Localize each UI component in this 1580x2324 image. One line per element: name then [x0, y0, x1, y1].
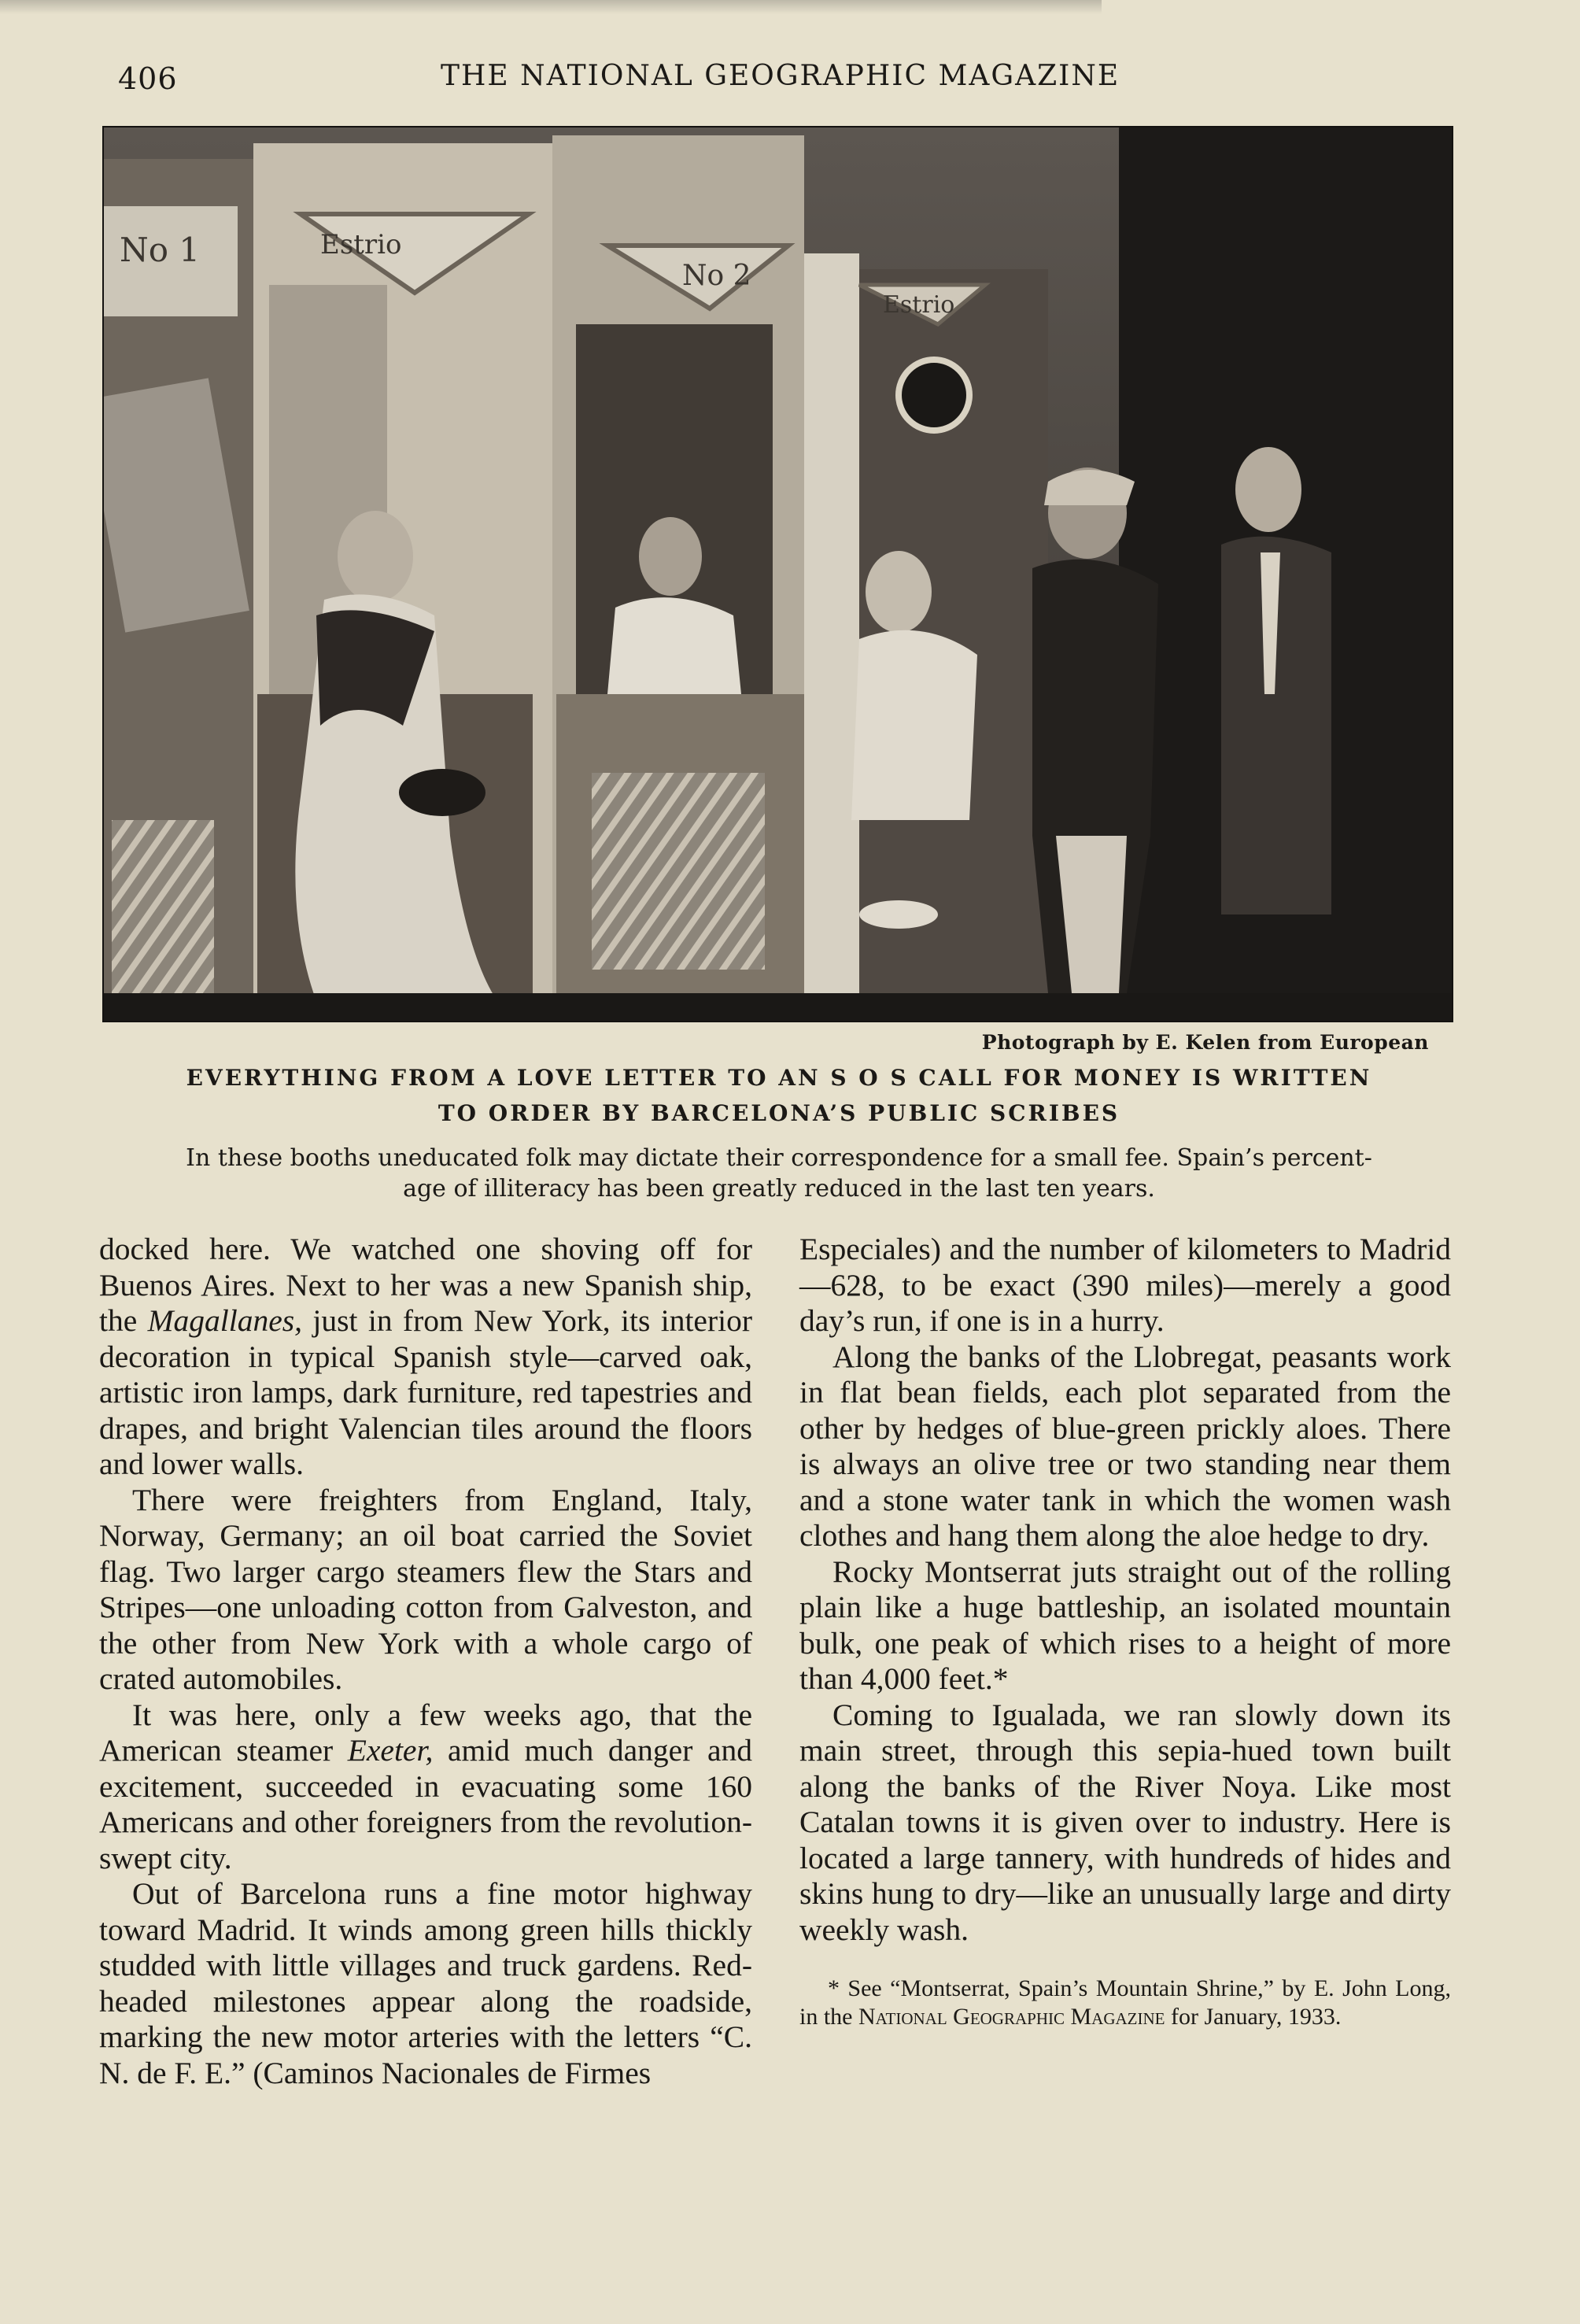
caption-title-line-2: TO ORDER BY BARCELONA’S PUBLIC SCRIBES [437, 1100, 1120, 1126]
right-paragraph-4: Coming to Igualada, we ran slowly down its main street, through this sepia-hued town built along the banks of the River Noya. Like most Catalan towns it is given over to industry. Here is located a large tannery, with hundreds of hides and skins hung to dry—like an unusually large and dirty weekly wash. [799, 1697, 1451, 1947]
right-paragraph-3: Rocky Montserrat juts straight out of the rolling plain like a huge battleship, an isolated mountain bulk, one peak of which rises to a height of more than 4,000 feet.* [799, 1554, 1451, 1696]
left-column [99, 1232, 752, 2091]
right-paragraph-2: Along the banks of the Llobregat, peasants work in flat bean fields, each plot separated from the other by hedges of blue-green prickly aloes. There is always an olive tree or two standing near them and a stone water tank in which the women wash clothes and hang them along the aloe hedge to dry. [799, 1339, 1451, 1553]
booth-label-2: Estrio [320, 229, 402, 260]
booth-label-3: No 2 [682, 260, 751, 292]
running-head: THE NATIONAL GEOGRAPHIC MAGAZINE [441, 60, 1120, 92]
caption-title-line-1: EVERYTHING FROM A LOVE LETTER TO AN S O S CALL FOR MONEY IS WRITTEN [186, 1065, 1372, 1091]
booth-label-1: No 1 [120, 231, 201, 269]
right-paragraph-1: Especiales) and the number of kilometers to Madrid—628, to be exact (390 miles)—merely a good day’s run, if one is in a hurry. [799, 1232, 1451, 1338]
left-paragraph-2: There were freighters from England, Italy, Norway, Germany; an oil boat carried the Soviet flag. Two larger cargo steamers flew the Stars and Stripes—one unloading cotton from Galveston, and the other from New York with a whole cargo of crated automobiles. [99, 1482, 752, 1696]
left-p3-text-a: It was here, only a few weeks ago, that the American steamer [99, 1697, 752, 1768]
page-number: 406 [118, 61, 178, 96]
left-paragraph-4: Out of Barcelona runs a fine motor highway toward Madrid. It winds among green hills thickly studded with little villages and truck gardens. Red-headed milestones appear along the roadside, marking the new motor arteries with the letters “C. N. de F. E.” (Caminos Nacionales de Firmes [99, 1876, 752, 2090]
ship-name-magallanes: Magallanes, [147, 1303, 303, 1338]
photograph-public-scribes-booths [102, 126, 1453, 1022]
footnote [799, 1975, 1451, 2031]
left-paragraph-1 [99, 1232, 752, 1483]
footnote-text-a: * See “Montserrat, Spain’s Mountain Shrine,” by E. John Long, in the [799, 1975, 1451, 2030]
left-p1-text-b: just in from New York, its interior decoration in typical Spanish style—carved oak, artistic iron lamps, dark furniture, red tapestries and drapes, and bright Valencian tiles around the floors and lower walls. [99, 1303, 752, 1481]
left-paragraph-3 [99, 1698, 752, 1877]
photo-illustration [104, 127, 1452, 1021]
footnote-magazine-name: National Geographic Magazine [858, 2004, 1165, 2030]
right-column [799, 1232, 1451, 2031]
photo-credit: Photograph by E. Kelen from European [981, 1031, 1429, 1054]
ship-name-exeter: Exeter, [347, 1733, 434, 1768]
caption-body-line-1: In these booths uneducated folk may dictate their correspondence for a small fee. Spain’s percent- [186, 1144, 1372, 1172]
caption-body-line-2: age of illiteracy has been greatly reduced in the last ten years. [403, 1175, 1155, 1203]
footnote-text-b: for January, 1933. [1165, 2004, 1342, 2030]
booth-label-4: Estrio [883, 291, 955, 319]
left-p3-text-b: amid much danger and excitement, succeeded in evacuating some 160 Americans and other foreigners from the revolution-swept city. [99, 1733, 752, 1875]
page-edge-shadow [0, 0, 1102, 14]
left-p1-text-a: docked here. We watched one shoving off for Buenos Aires. Next to her was a new Spanish ship, the [99, 1232, 752, 1338]
